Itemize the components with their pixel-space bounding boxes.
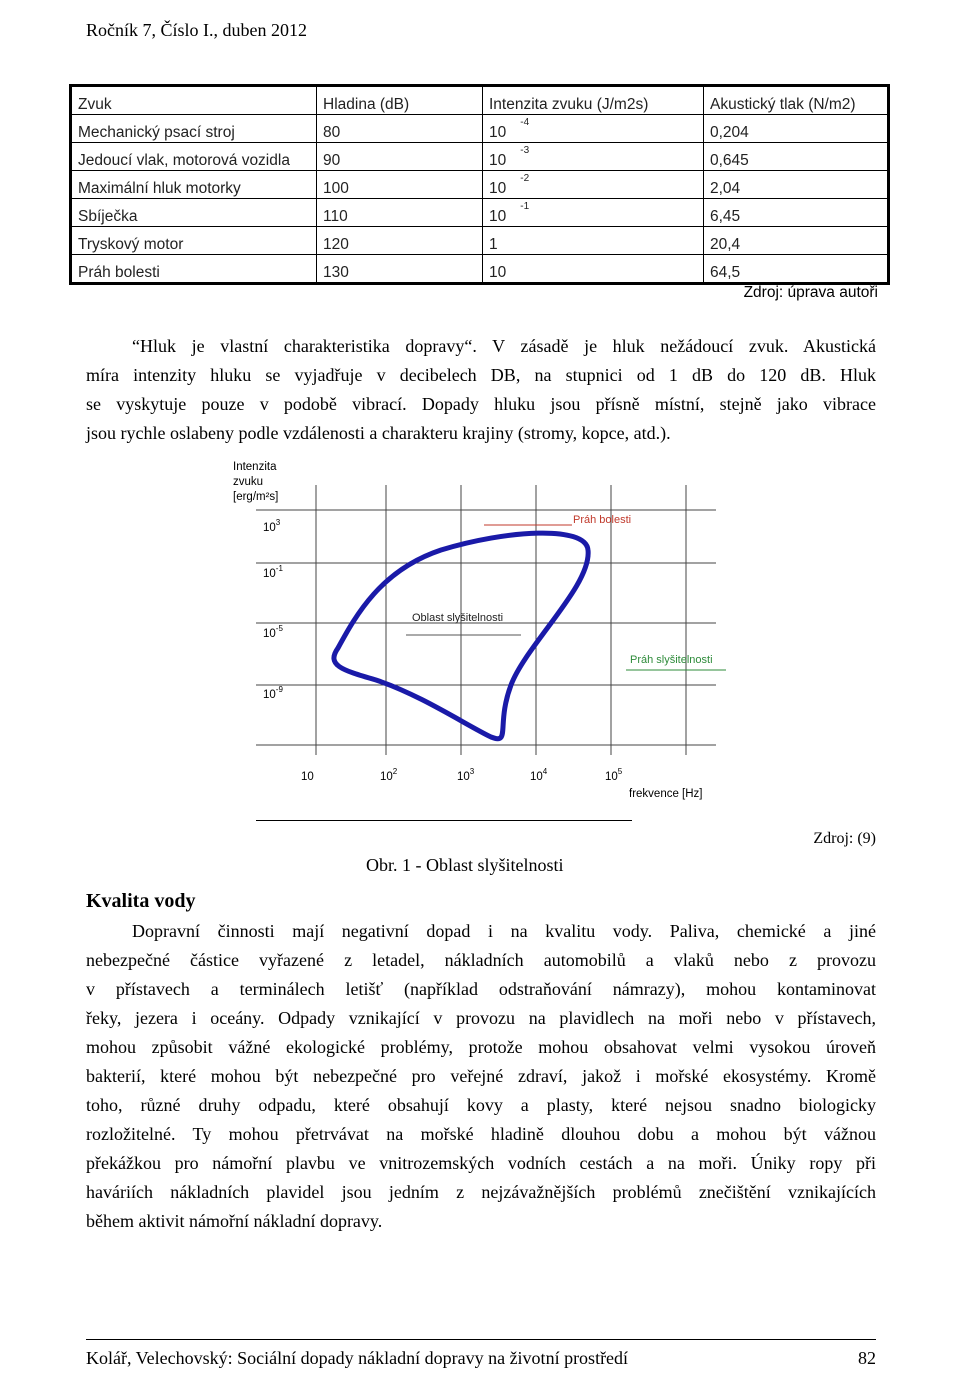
page-header: Ročník 7, Číslo I., duben 2012 [86,20,307,40]
x-tick-label: 10 [301,771,314,783]
intensity-exponent: -4 [520,116,530,128]
paragraph-line [86,1182,876,1203]
x-tick-label: $10^2$ [380,767,398,783]
table-header-cell: Intenzita zvuku (J/m2s) [483,86,704,115]
y-axis-label-line: [erg/m²s] [233,491,279,503]
intensity-exponent: -3 [520,144,530,156]
paragraph-text: řeky, jezera i oceány. Odpady vznikající v provozu na plavidlech na moři nebo v přístavech, [86,1008,876,1028]
y-tick-label: $10^{-5}$ [263,624,283,640]
table-cell: 20,4 [704,227,889,255]
intensity-base: 10 [489,152,507,169]
paragraph-text: toho, různé druhy odpadu, které obsahují kovy a plasty, které nejsou snadno biologicky [86,1095,876,1115]
paragraph-text: mohou způsobit vážné ekologické problémy, protože mohou obsahovat velmi vysokou úroveň [86,1037,876,1057]
x-axis-label: frekvence [Hz] [629,788,703,800]
table-cell [483,199,704,227]
table-row [71,199,889,227]
paragraph-line [86,1124,876,1145]
table-cell: 64,5 [704,255,889,284]
table-cell: 90 [317,143,483,171]
table-cell: 2,04 [704,171,889,199]
noise-table [69,84,890,285]
paragraph-line [86,979,876,1000]
table-cell: Maximální hluk motorky [71,171,317,199]
paragraph-line [86,1008,876,1029]
intensity-base: 10 [489,208,507,225]
table-cell: Tryskový motor [71,227,317,255]
hearing-area-diagram [226,455,726,825]
table-row [71,143,889,171]
table-cell [483,143,704,171]
paragraph-line [86,1153,876,1174]
table-row [71,255,889,284]
paragraph-text: jsou rychle oslabeny podle vzdálenosti a charakteru krajiny (stromy, kopce, atd.). [86,423,671,443]
table-cell: Mechanický psací stroj [71,115,317,143]
intensity-base: 10 [489,180,507,197]
paragraph-line [132,336,876,357]
intensity-base: 10 [489,124,507,141]
paragraph-text: míra intenzity hluku se vyjadřuje v decibelech DB, na stupnici od 1 dB do 120 dB. Hluk [86,365,876,385]
y-tick-label: $10^{-1}$ [263,564,283,580]
page-number: 82 [858,1348,876,1368]
table-cell: Sbíječka [71,199,317,227]
table-row [71,171,889,199]
pain-threshold-label: Práh bolesti [573,514,632,526]
intensity-exponent: -1 [520,200,530,212]
table-header-row [71,86,889,115]
table-cell: 10 [483,255,704,284]
y-axis-label-line: zvuku [233,476,264,488]
table-cell: Jedoucí vlak, motorová vozidla [71,143,317,171]
table-cell: Práh bolesti [71,255,317,284]
table-cell: 6,45 [704,199,889,227]
table-cell [483,171,704,199]
section-heading: Kvalita vody [86,890,196,912]
paragraph-text: rozložitelné. Ty mohou přetrvávat na mořské hladině dlouhou dobu a mohou být vážnou [86,1124,876,1144]
table-cell: 120 [317,227,483,255]
hearing-area-label: Oblast slyšitelnosti [412,612,504,624]
paragraph-text: se vyskytuje pouze v podobě vibrací. Dopady hluku jsou přísně místní, stejně jako vibrace [86,394,876,414]
table-cell: 130 [317,255,483,284]
paragraph-text: v přístavech a terminálech letišť (například odstraňování námrazy), mohou kontaminovat [86,979,876,999]
y-tick-label: $10^{-9}$ [263,685,283,701]
table-header-cell: Hladina (dB) [317,86,483,115]
x-tick-label: $10^5$ [605,767,623,783]
paragraph-text: nebezpečné částice vyřazené z letadel, nákladních automobilů a vlaků nebo z provozu [86,950,876,970]
x-tick-label: $10^3$ [457,767,475,783]
paragraph-text: haváriích nákladních plavidel jsou jedním z nejzávažnějších problémů znečištění vznikajících [86,1182,876,1202]
paragraph-text: “Hluk je vlastní charakteristika dopravy“. V zásadě je hluk nežádoucí zvuk. Akustická [132,336,876,356]
footer-rule [86,1339,876,1340]
table-cell: 100 [317,171,483,199]
figure-source: Zdroj: (9) [813,830,876,847]
table-cell: 0,204 [704,115,889,143]
table-cell [483,115,704,143]
table-cell: 80 [317,115,483,143]
paragraph-line [86,394,876,415]
paragraph-line [86,1095,876,1116]
table-row [71,115,889,143]
paragraph-line [86,1037,876,1058]
x-tick-label: $10^4$ [530,767,548,783]
paragraph-line [86,423,876,444]
table-row [71,227,889,255]
paragraph-line [86,1211,876,1232]
table-cell: 110 [317,199,483,227]
intensity-exponent: -2 [520,172,530,184]
paragraph-line [132,921,876,942]
table-header-cell: Akustický tlak (N/m2) [704,86,889,115]
table-cell: 1 [483,227,704,255]
paragraph-text: během aktivit námořní nákladní dopravy. [86,1211,383,1231]
table-source: Zdroj: úprava autoři [743,284,878,301]
figure-rule [256,820,632,821]
hearing-threshold-label: Práh slyšitelnosti [630,654,713,666]
paragraph-line [86,950,876,971]
paragraph-text: překážkou pro námořní plavbu ve vnitrozemských vodních cestách a na moři. Úniky ropy při [86,1153,876,1173]
paragraph-text: Dopravní činnosti mají negativní dopad i na kvalitu vody. Paliva, chemické a jiné [132,921,876,941]
paragraph-text: bakterií, které mohou být nebezpečné pro veřejné zdraví, jakož i mořské ekosystémy. Kromě [86,1066,876,1086]
figure-caption: Obr. 1 - Oblast slyšitelnosti [366,855,564,875]
table-header-cell: Zvuk [71,86,317,115]
y-tick-label: $10^3$ [263,518,281,534]
y-axis-label-line: Intenzita [233,461,277,473]
footer-text: Kolář, Velechovský: Sociální dopady nákladní dopravy na životní prostředí [86,1348,629,1368]
paragraph-line [86,365,876,386]
table-cell: 0,645 [704,143,889,171]
paragraph-line [86,1066,876,1087]
